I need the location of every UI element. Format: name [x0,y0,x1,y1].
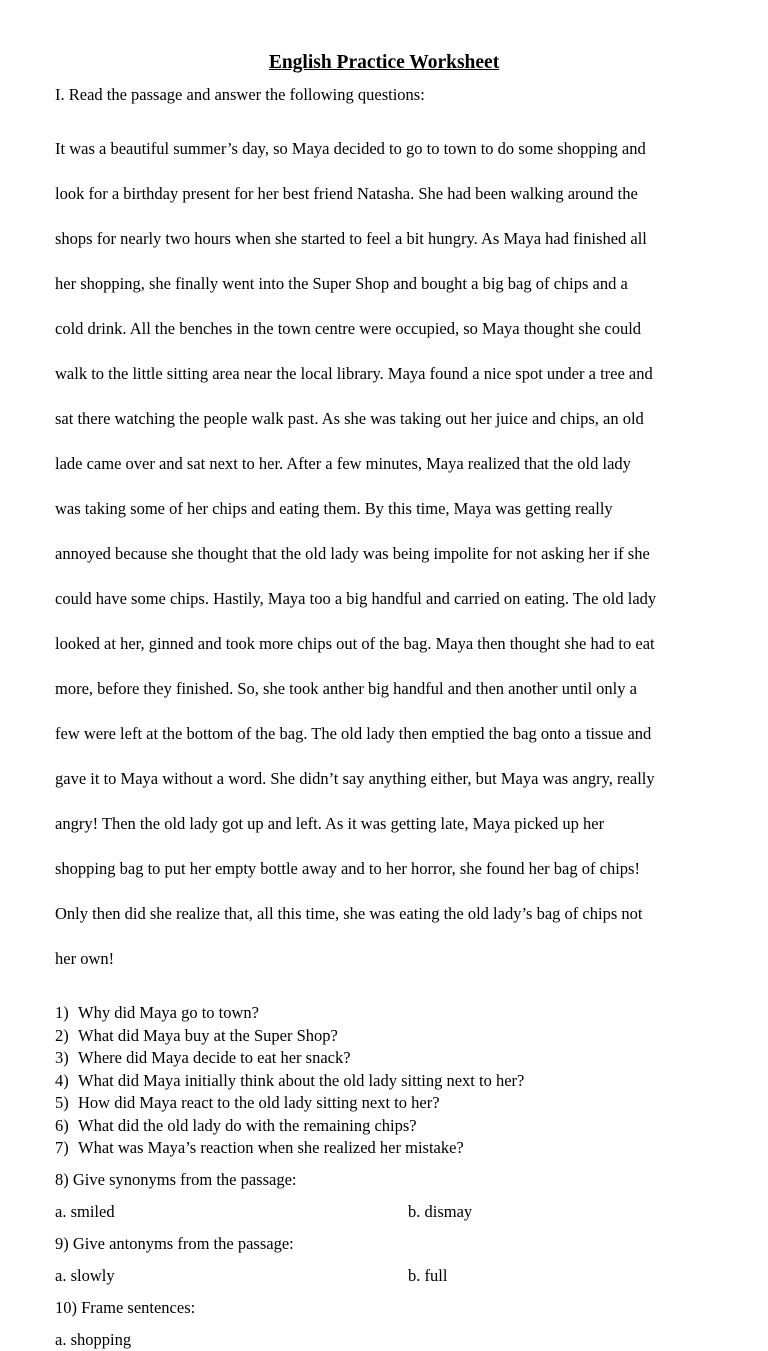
question-item [55,1092,713,1115]
antonym-item-a: a. slowly [55,1265,408,1288]
question-number: 4) [55,1070,78,1093]
passage-line: shopping bag to put her empty bottle away and to her horror, she found her bag of chips! [55,858,713,881]
question-text: What was Maya’s reaction when she realized her mistake? [78,1137,464,1160]
question-number: 6) [55,1115,78,1138]
question-item [55,1047,713,1070]
reading-passage [55,116,713,994]
passage-line: cold drink. All the benches in the town centre were occupied, so Maya thought she could [55,318,713,341]
passage-line: sat there watching the people walk past. As she was taking out her juice and chips, an old [55,408,713,431]
antonyms-row [55,1265,713,1288]
question-text: How did Maya react to the old lady sitting next to her? [78,1092,440,1115]
passage-line: angry! Then the old lady got up and left. As it was getting late, Maya picked up her [55,813,713,836]
passage-line: annoyed because she thought that the old lady was being impolite for not asking her if she [55,543,713,566]
passage-line: few were left at the bottom of the bag. The old lady then emptied the bag onto a tissue and [55,723,713,746]
synonyms-row [55,1201,713,1224]
question-number: 5) [55,1092,78,1115]
passage-line: shops for nearly two hours when she started to feel a bit hungry. As Maya had finished all [55,228,713,251]
question-list [55,1002,713,1160]
question-number: 3) [55,1047,78,1070]
passage-line: It was a beautiful summer’s day, so Maya decided to go to town to do some shopping and [55,138,713,161]
passage-line: was taking some of her chips and eating them. By this time, Maya was getting really [55,498,713,521]
question-text: Why did Maya go to town? [78,1002,259,1025]
question-text: What did the old lady do with the remaining chips? [78,1115,417,1138]
passage-line: gave it to Maya without a word. She didn’t say anything either, but Maya was angry, really [55,768,713,791]
question-number: 1) [55,1002,78,1025]
passage-line: more, before they finished. So, she took anther big handful and then another until only a [55,678,713,701]
question-item [55,1002,713,1025]
passage-line: lade came over and sat next to her. After a few minutes, Maya realized that the old lady [55,453,713,476]
passage-line: walk to the little sitting area near the local library. Maya found a nice spot under a tree and [55,363,713,386]
passage-line: her own! [55,948,713,971]
reading-instruction: I. Read the passage and answer the following questions: [55,84,713,107]
passage-line: her shopping, she finally went into the Super Shop and bought a big bag of chips and a [55,273,713,296]
question-text: What did Maya initially think about the old lady sitting next to her? [78,1070,524,1093]
question-item [55,1115,713,1138]
passage-line: look for a birthday present for her best friend Natasha. She had been walking around the [55,183,713,206]
passage-line: looked at her, ginned and took more chips out of the bag. Maya then thought she had to eat [55,633,713,656]
passage-line: could have some chips. Hastily, Maya too a big handful and carried on eating. The old lady [55,588,713,611]
antonym-item-b: b. full [408,1265,713,1288]
question-item [55,1137,713,1160]
frame-sentences-label: 10) Frame sentences: [55,1297,713,1320]
synonym-item-a: a. smiled [55,1201,408,1224]
question-number: 2) [55,1025,78,1048]
question-item [55,1070,713,1093]
question-number: 7) [55,1137,78,1160]
question-item [55,1025,713,1048]
synonyms-label: 8) Give synonyms from the passage: [55,1169,713,1192]
question-text: What did Maya buy at the Super Shop? [78,1025,338,1048]
frame-sentence-item-a: a. shopping [55,1329,713,1351]
passage-line: Only then did she realize that, all this time, she was eating the old lady’s bag of chips not [55,903,713,926]
synonym-item-b: b. dismay [408,1201,713,1224]
question-text: Where did Maya decide to eat her snack? [78,1047,351,1070]
antonyms-label: 9) Give antonyms from the passage: [55,1233,713,1256]
worksheet-title: English Practice Worksheet [55,51,713,75]
